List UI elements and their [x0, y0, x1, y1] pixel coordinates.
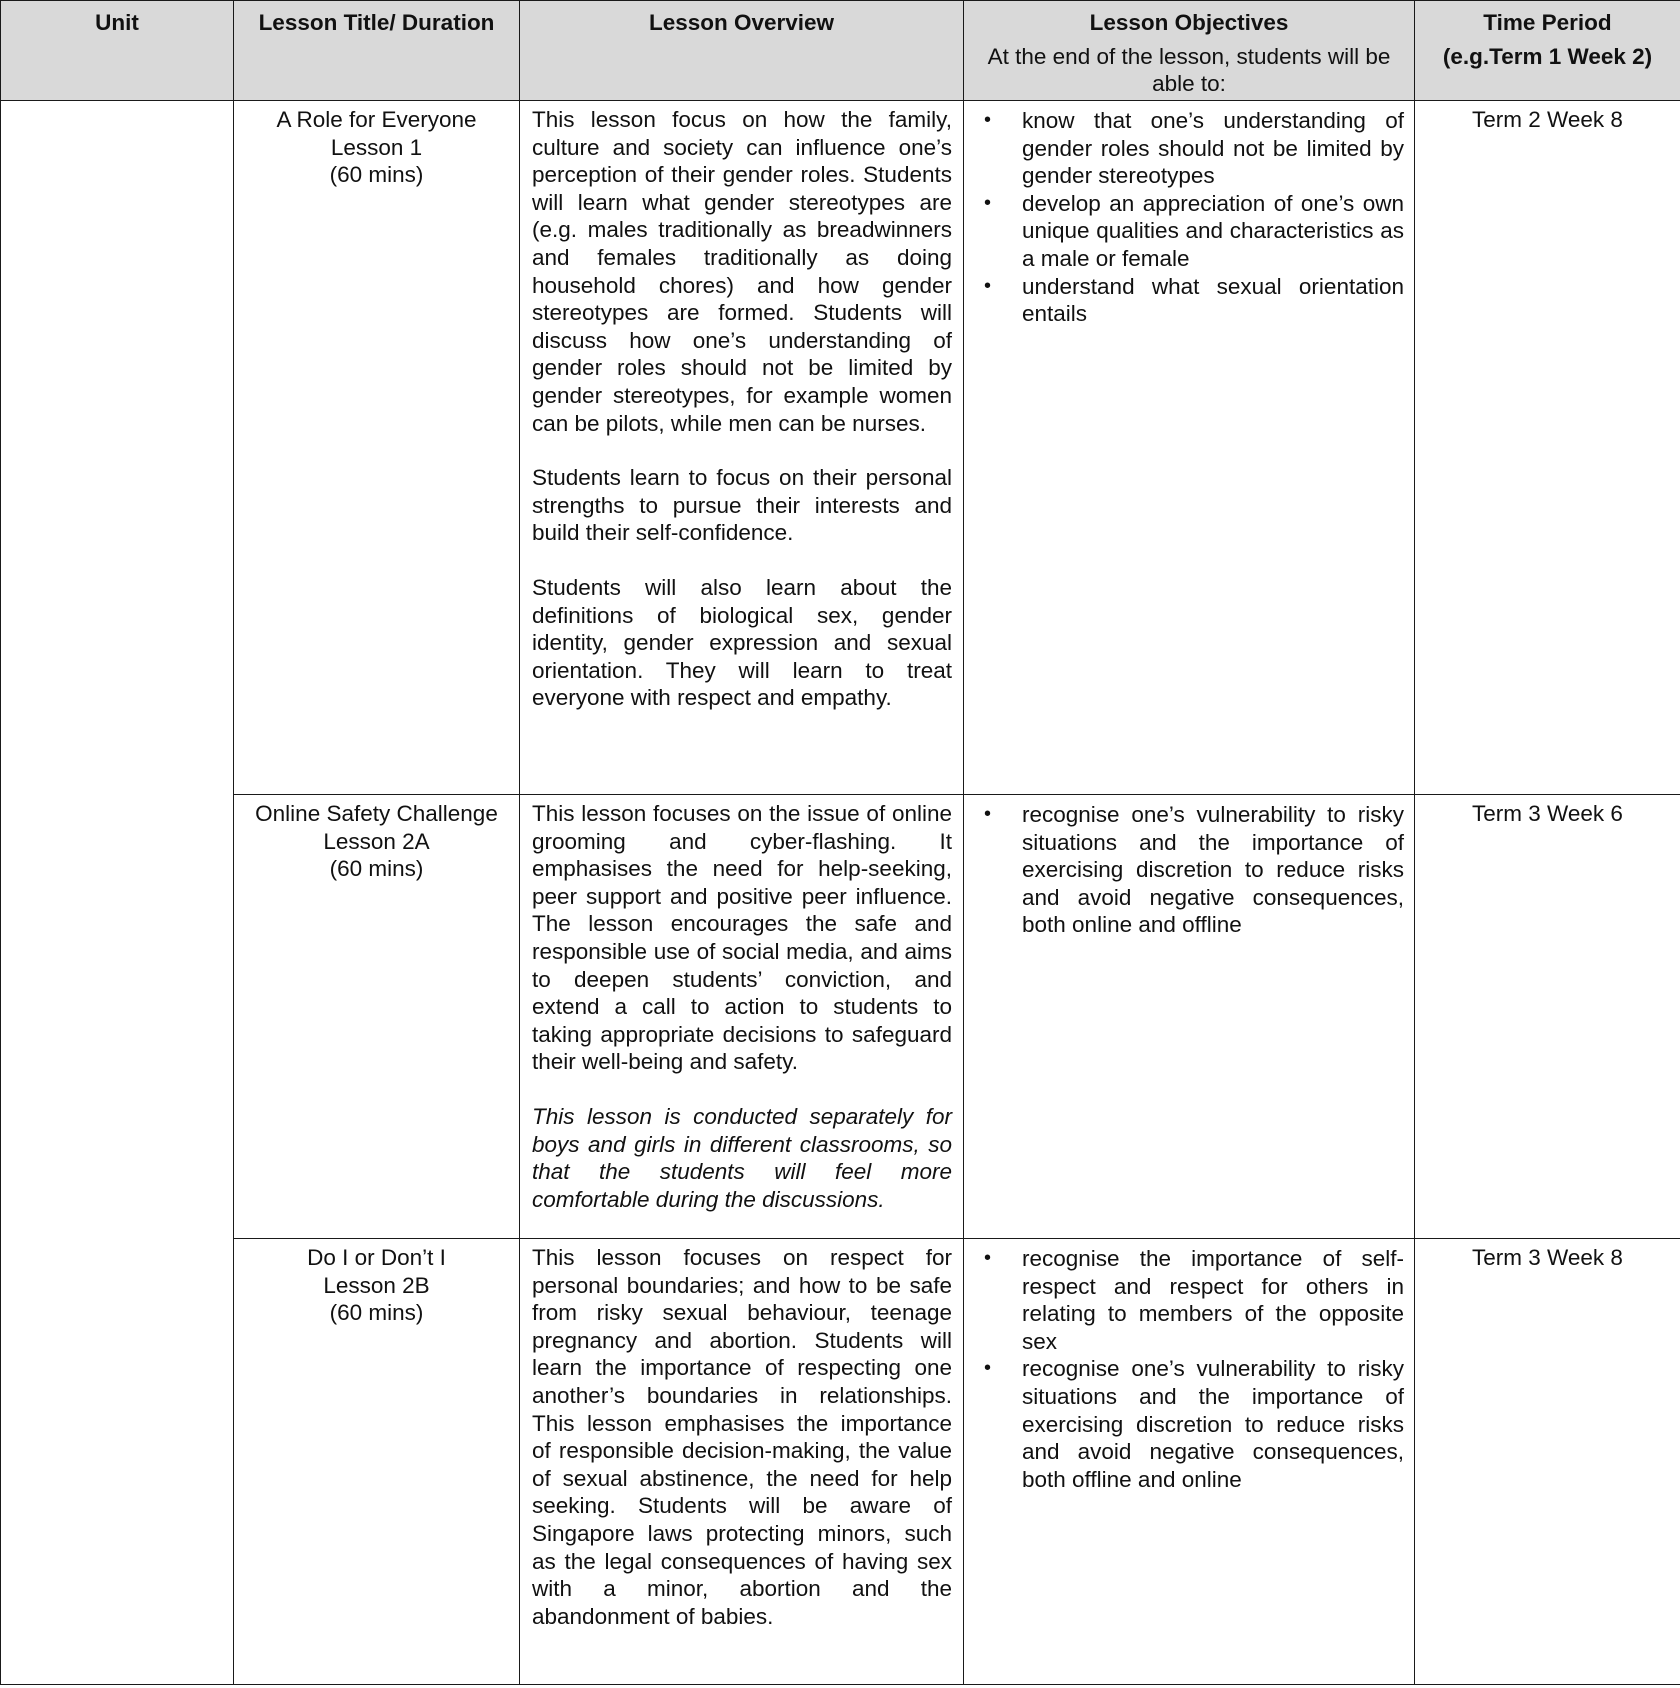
lesson-number: Lesson 2A: [323, 828, 430, 854]
overview-note: This lesson is conducted separately for boys and girls in different classrooms, so that the students will feel more comfortable during the discussions.: [532, 1103, 952, 1212]
lesson-overview-cell: [520, 795, 964, 1239]
header-unit: Unit: [1, 1, 234, 101]
objective-item: [964, 1245, 1404, 1355]
lesson-title: Do I or Don’t I: [307, 1245, 446, 1270]
objective-text: develop an appreciation of one’s own unique qualities and characteristics as a male or female: [1022, 190, 1404, 271]
overview-paragraph: Students will also learn about the definitions of biological sex, gender identity, gender expression and sexual orientation. They will learn to treat everyone with respect and empathy.: [532, 574, 952, 711]
table-body: [1, 101, 1680, 1685]
overview-paragraph: Students learn to focus on their personal strengths to pursue their interests and build their self-confidence.: [532, 465, 952, 546]
objective-text: know that one’s understanding of gender roles should not be limited by gender stereotypes: [1022, 108, 1404, 189]
bullet-icon: •: [984, 803, 992, 825]
table-row: [1, 1239, 1680, 1685]
objective-item: [964, 107, 1404, 190]
header-lesson-title: Lesson Title/ Duration: [234, 1, 520, 101]
lesson-duration: (60 mins): [329, 856, 424, 882]
lesson-number: Lesson 2B: [323, 1272, 430, 1298]
lesson-objectives-cell: [964, 1239, 1415, 1685]
lesson-title-cell: [234, 101, 520, 795]
lesson-overview-cell: [520, 1239, 964, 1685]
lesson-objectives-cell: [964, 795, 1415, 1239]
objective-text: recognise the importance of self-respect and respect for others in relating to members of the opposite sex: [1022, 1246, 1404, 1354]
lesson-title: Online Safety Challenge: [255, 801, 498, 826]
overview-paragraph: This lesson focuses on respect for personal boundaries; and how to be safe from risky sexual behaviour, teenage pregnancy and abortion. Students will learn the importance of respecting one another’s boundaries in relationships. This lesson emphasises the importance of responsible decision-making, the value of sexual abstinence, the need for help seeking. Students will be aware of Singapore laws protecting minors, such as the legal consequences of having sex with a minor, abortion and the abandonment of babies.: [532, 1245, 952, 1629]
objectives-list: [964, 107, 1404, 328]
lesson-title-cell: [234, 795, 520, 1239]
table-row: [1, 795, 1680, 1239]
objective-item: [964, 1355, 1404, 1493]
overview-paragraph: This lesson focuses on the issue of online grooming and cyber-flashing. It emphasises the need for help-seeking, peer support and positive peer influence. The lesson encourages the safe and responsible use of social media, and aims to deepen students’ conviction, and extend a call to action to students to taking appropriate decisions to safeguard their well-being and safety.: [532, 801, 952, 1075]
table-row: [1, 101, 1680, 795]
header-time-period: [1415, 1, 1680, 101]
time-period-cell: Term 2 Week 8: [1415, 101, 1680, 795]
lesson-duration: (60 mins): [329, 1300, 424, 1326]
unit-cell: [1, 101, 234, 1685]
lesson-duration: (60 mins): [329, 162, 424, 188]
header-objectives-subtitle: At the end of the lesson, students will be able to:: [987, 43, 1391, 96]
table-header: [1, 1, 1680, 101]
header-time-period-example: (e.g.Term 1 Week 2): [1442, 43, 1653, 69]
lesson-title-cell: [234, 1239, 520, 1685]
header-objectives-title: Lesson Objectives: [1089, 10, 1289, 35]
lesson-overview-cell: [520, 101, 964, 795]
objectives-list: [964, 1245, 1404, 1493]
time-period-cell: Term 3 Week 8: [1415, 1239, 1680, 1685]
bullet-icon: •: [984, 109, 992, 131]
bullet-icon: •: [984, 191, 992, 214]
objective-item: [964, 190, 1404, 273]
lesson-objectives-cell: [964, 101, 1415, 795]
time-period-cell: Term 3 Week 6: [1415, 795, 1680, 1239]
bullet-icon: •: [984, 1357, 992, 1380]
objective-text: understand what sexual orientation entails: [1022, 273, 1404, 327]
lesson-title: A Role for Everyone: [276, 107, 477, 132]
objective-text: recognise one’s vulnerability to risky situations and the importance of exercising discretion to reduce risks and avoid negative consequences, both offline and online: [1022, 1356, 1404, 1492]
bullet-icon: •: [984, 274, 992, 297]
bullet-icon: •: [984, 1247, 992, 1269]
lesson-number: Lesson 1: [330, 134, 423, 160]
objectives-list: [964, 801, 1404, 939]
header-objectives: [964, 1, 1415, 101]
objective-item: [964, 801, 1404, 939]
header-row: [1, 1, 1680, 101]
overview-paragraph: This lesson focus on how the family, culture and society can influence one’s perception of their gender roles. Students will learn what gender stereotypes are (e.g. males traditionally as breadwinners and females traditionally as doing household chores) and how gender stereotypes are formed. Students will discuss how one’s understanding of gender roles should not be limited by gender stereotypes, for example women can be pilots, while men can be nurses.: [532, 107, 952, 436]
header-overview: Lesson Overview: [520, 1, 964, 101]
objective-text: recognise one’s vulnerability to risky situations and the importance of exercising discretion to reduce risks and avoid negative consequences, both online and offline: [1022, 802, 1404, 938]
objective-item: [964, 273, 1404, 328]
header-time-period-title: Time Period: [1483, 10, 1612, 35]
